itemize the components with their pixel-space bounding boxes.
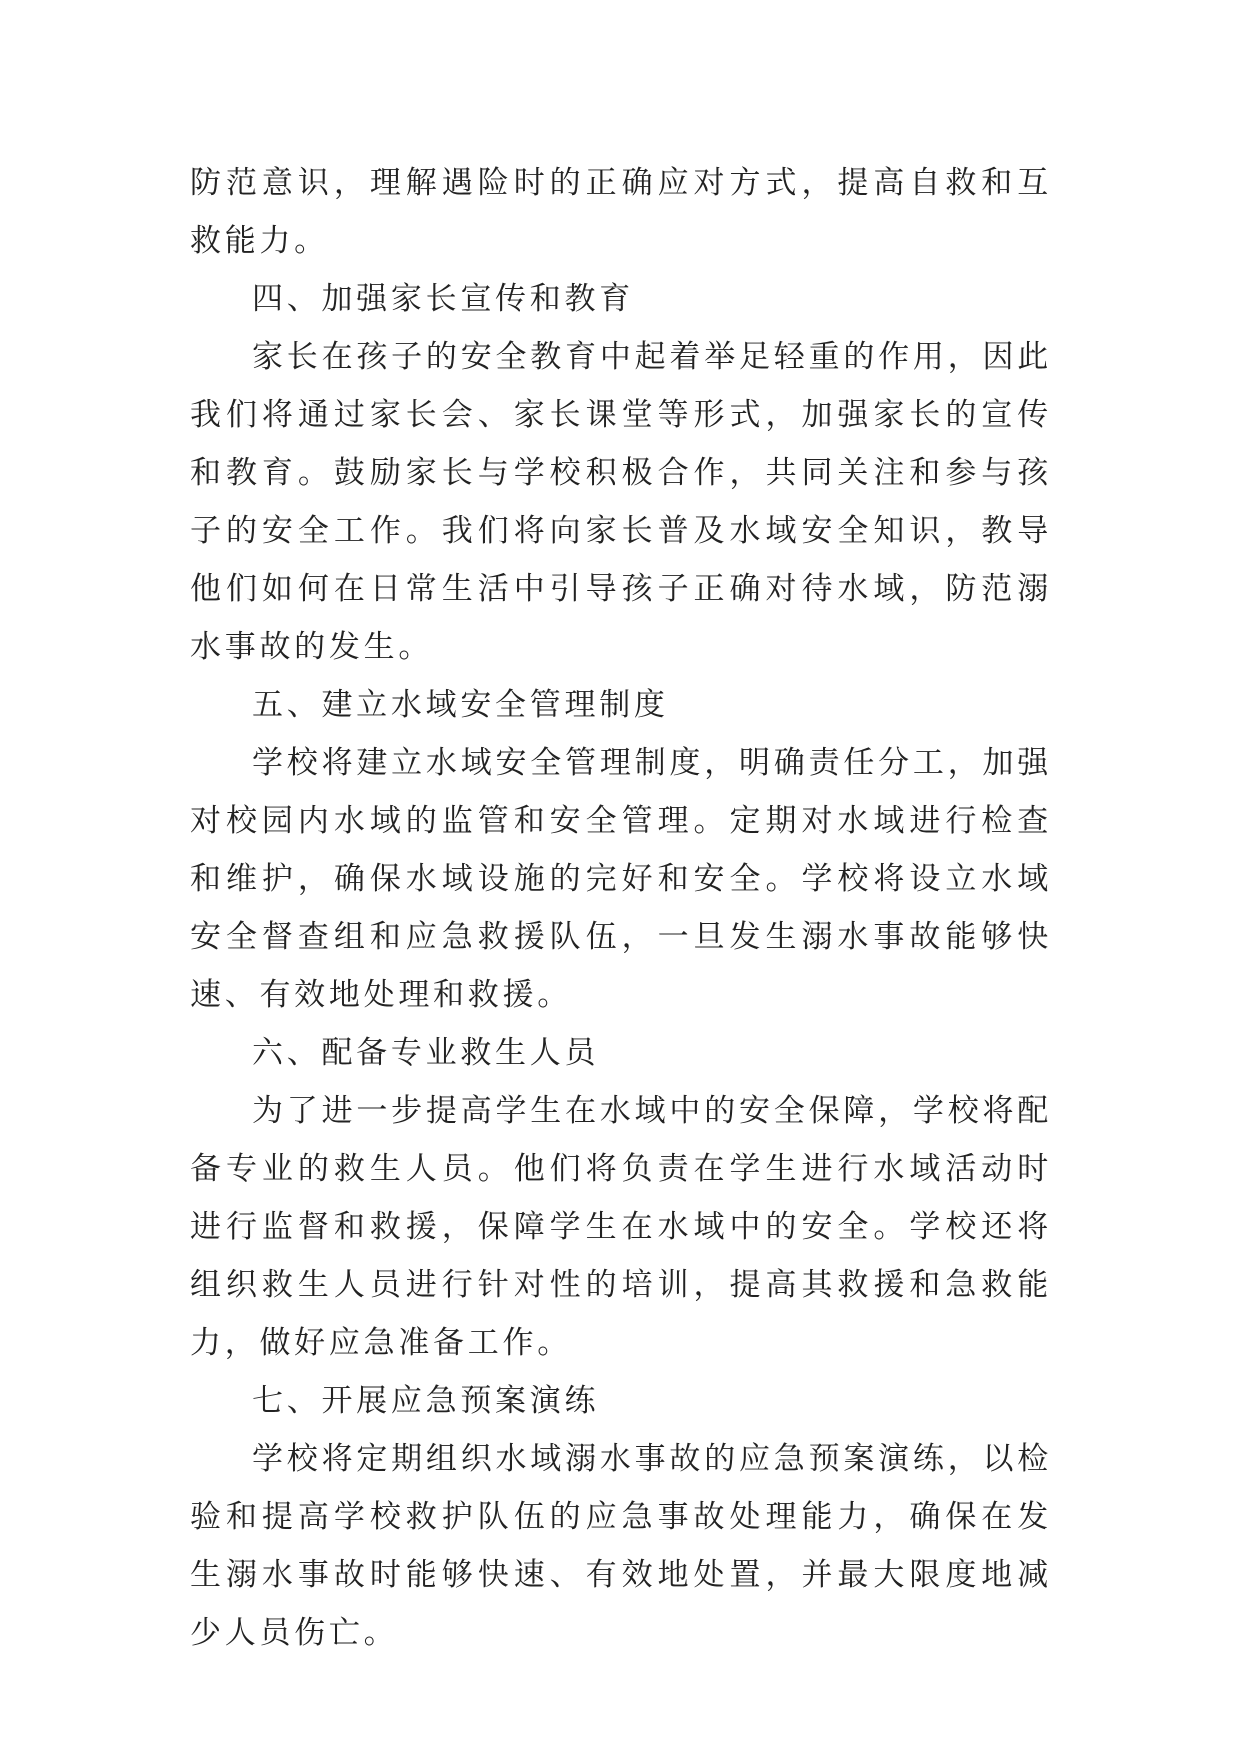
paragraph-parent-education: 家长在孩子的安全教育中起着举足轻重的作用，因此我们将通过家长会、家长课堂等形式，加强家长的宣传和教育。鼓励家长与学校积极合作，共同关注和参与孩子的安全工作。我们将向家长普及水域安全知识，教导他们如何在日常生活中引导孩子正确对待水域，防范溺水事故的发生。 <box>190 339 1052 665</box>
section-heading-5: 五、建立水域安全管理制度 <box>252 687 669 723</box>
section-heading-6: 六、配备专业救生人员 <box>252 1035 600 1071</box>
paragraph-lifeguard-staff: 为了进一步提高学生在水域中的安全保障，学校将配备专业的救生人员。他们将负责在学生进行水域活动时进行监督和救援，保障学生在水域中的安全。学校还将组织救生人员进行针对性的培训，提高其救援和急救能力，做好应急准备工作。 <box>190 1093 1052 1361</box>
paragraph-water-safety-management: 学校将建立水域安全管理制度，明确责任分工，加强对校园内水域的监管和安全管理。定期对水域进行检查和维护，确保水域设施的完好和安全。学校将设立水域安全督查组和应急救援队伍，一旦发生溺水事故能够快速、有效地处理和救援。 <box>190 745 1052 1013</box>
section-heading-4: 四、加强家长宣传和教育 <box>252 281 634 317</box>
paragraph-emergency-drill: 学校将定期组织水域溺水事故的应急预案演练，以检验和提高学校救护队伍的应急事故处理能力，确保在发生溺水事故时能够快速、有效地处置，并最大限度地减少人员伤亡。 <box>190 1441 1052 1651</box>
document-body <box>190 154 1052 1662</box>
continued-paragraph: 防范意识，理解遇险时的正确应对方式，提高自救和互救能力。 <box>190 165 1052 259</box>
section-heading-7: 七、开展应急预案演练 <box>252 1383 600 1419</box>
